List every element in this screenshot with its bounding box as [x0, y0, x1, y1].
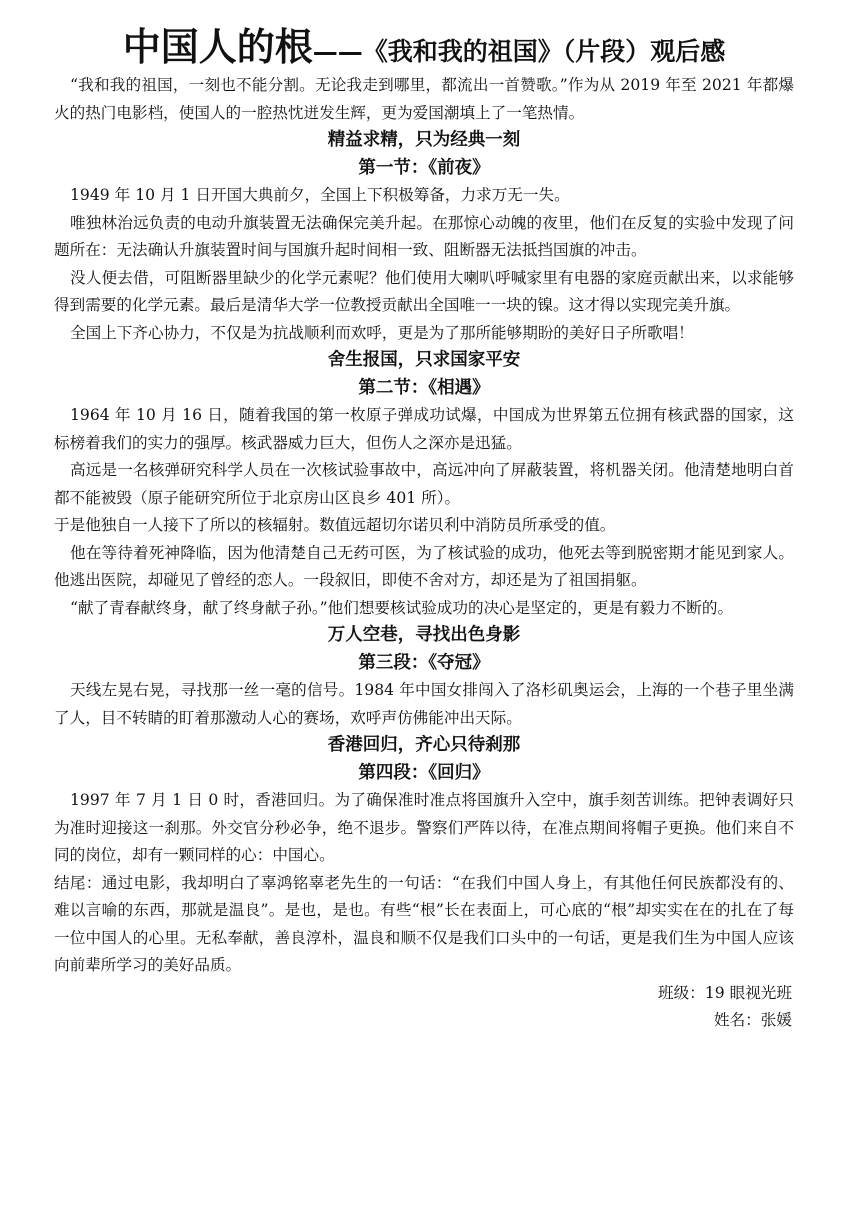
section-2-heading: 舍生报国，只求国家平安 — [327, 350, 521, 370]
title-subtitle: ——《我和我的祖国》（片段）观后感 — [312, 37, 726, 66]
section-1-paragraph: 全国上下齐心协力，不仅是为抗战顺利而欢呼，更是为了那所能够期盼的美好日子所歌唱！ — [70, 323, 694, 342]
section-1-paragraph: 1949 年 10 月 1 日开国大典前夕，全国上下积极筹备，力求万无一失。 — [70, 186, 570, 204]
section-3-heading: 万人空巷，寻找出色身影 — [327, 625, 521, 645]
section-2-paragraph: 他在等待着死神降临，因为他清楚自己无药可医，为了核试验的成功，他死去等到脱密期才能见到家人。他逃出医院，却碰见了曾经的恋人。一段叙旧，即使不舍对方，却还是为了祖国捐躯。 — [54, 543, 794, 589]
title-main: 中国人的根 — [122, 25, 313, 69]
section-3-subheading: 第三段：《夺冠》 — [358, 652, 490, 673]
section-1-paragraph: 唯独林治远负责的电动升旗装置无法确保完美升起。在那惊心动魄的夜里，他们在反复的实验中发现了问题所在：无法确认升旗装置时间与国旗升起时间相一致、阻断器无法抵挡国旗的冲击。 — [54, 213, 794, 259]
section-4-heading: 香港回归，齐心只待刹那 — [327, 735, 521, 755]
section-2-paragraph: 1964 年 10 月 16 日，随着我国的第一枚原子弹成功试爆，中国成为世界第五位拥有核武器的国家，这标榜着我们的实力的强厚。核武器威力巨大，但伤人之深亦是迅猛。 — [54, 406, 794, 452]
section-2-paragraph: 于是他独自一人接下了所以的核辐射。数值远超切尔诺贝利中消防员所承受的值。 — [54, 516, 616, 534]
section-1-paragraph: 没人便去借，可阻断器里缺少的化学元素呢？他们使用大喇叭呼喊家里有电器的家庭贡献出来，以求能够得到需要的化学元素。最后是清华大学一位教授贡献出全国唯一一块的镍。这才得以实现完美升旗。 — [54, 268, 794, 314]
conclusion-paragraph: 结尾：通过电影，我却明白了辜鸿铭辜老先生的一句话：“在我们中国人身上，有其他任何民族都没有的、难以言喻的东西，那就是温良”。是也，是也。有些“根”长在表面上，可心底的“根”却实实在在的扎在了每一位中国人的心里。无私奉献，善良淳朴，温良和顺不仅是我们口头中的一句话，更是我们生为中国人应该向前辈所学习的美好品质。 — [54, 873, 794, 974]
signature-name: 姓名：张媛 — [714, 1011, 792, 1029]
section-4-subheading: 第四段：《回归》 — [358, 762, 490, 783]
essay-title — [54, 22, 794, 72]
section-2-subheading: 第二节：《相遇》 — [358, 377, 490, 398]
signature-class: 班级：19 眼视光班 — [658, 983, 792, 1002]
section-2-paragraph: 高远是一名核弹研究科学人员在一次核试验事故中，高远冲向了屏蔽装置，将机器关闭。他清楚地明白首都不能被毁（原子能研究所位于北京房山区良乡 401 所）。 — [54, 461, 794, 507]
section-1-subheading: 第一节：《前夜》 — [358, 157, 490, 178]
intro-paragraph: “我和我的祖国，一刻也不能分割。无论我走到哪里，都流出一首赞歌。”作为从 2019 年至 2021 年都爆火的热门电影档，使国人的一腔热忱迸发生辉，更为爱国潮填上了一笔热情。 — [54, 76, 794, 122]
section-2-paragraph: “献了青春献终身，献了终身献子孙。”他们想要核试验成功的决心是坚定的，更是有毅力不断的。 — [70, 598, 734, 617]
section-1-heading: 精益求精，只为经典一刻 — [327, 130, 521, 150]
essay-page — [54, 22, 794, 1035]
section-3-paragraph: 天线左晃右晃，寻找那一丝一毫的信号。1984 年中国女排闯入了洛杉矶奥运会，上海的一个巷子里坐满了人，目不转睛的盯着那激动人心的赛场，欢呼声仿佛能冲出天际。 — [54, 681, 794, 727]
section-4-paragraph: 1997 年 7 月 1 日 0 时，香港回归。为了确保准时准点将国旗升入空中，旗手刻苦训练。把钟表调好只为准时迎接这一刹那。外交官分秒必争，绝不退步。警察们严阵以待，在准点期间将帽子更换。他们来自不同的岗位，却有一颗同样的心：中国心。 — [54, 791, 794, 864]
